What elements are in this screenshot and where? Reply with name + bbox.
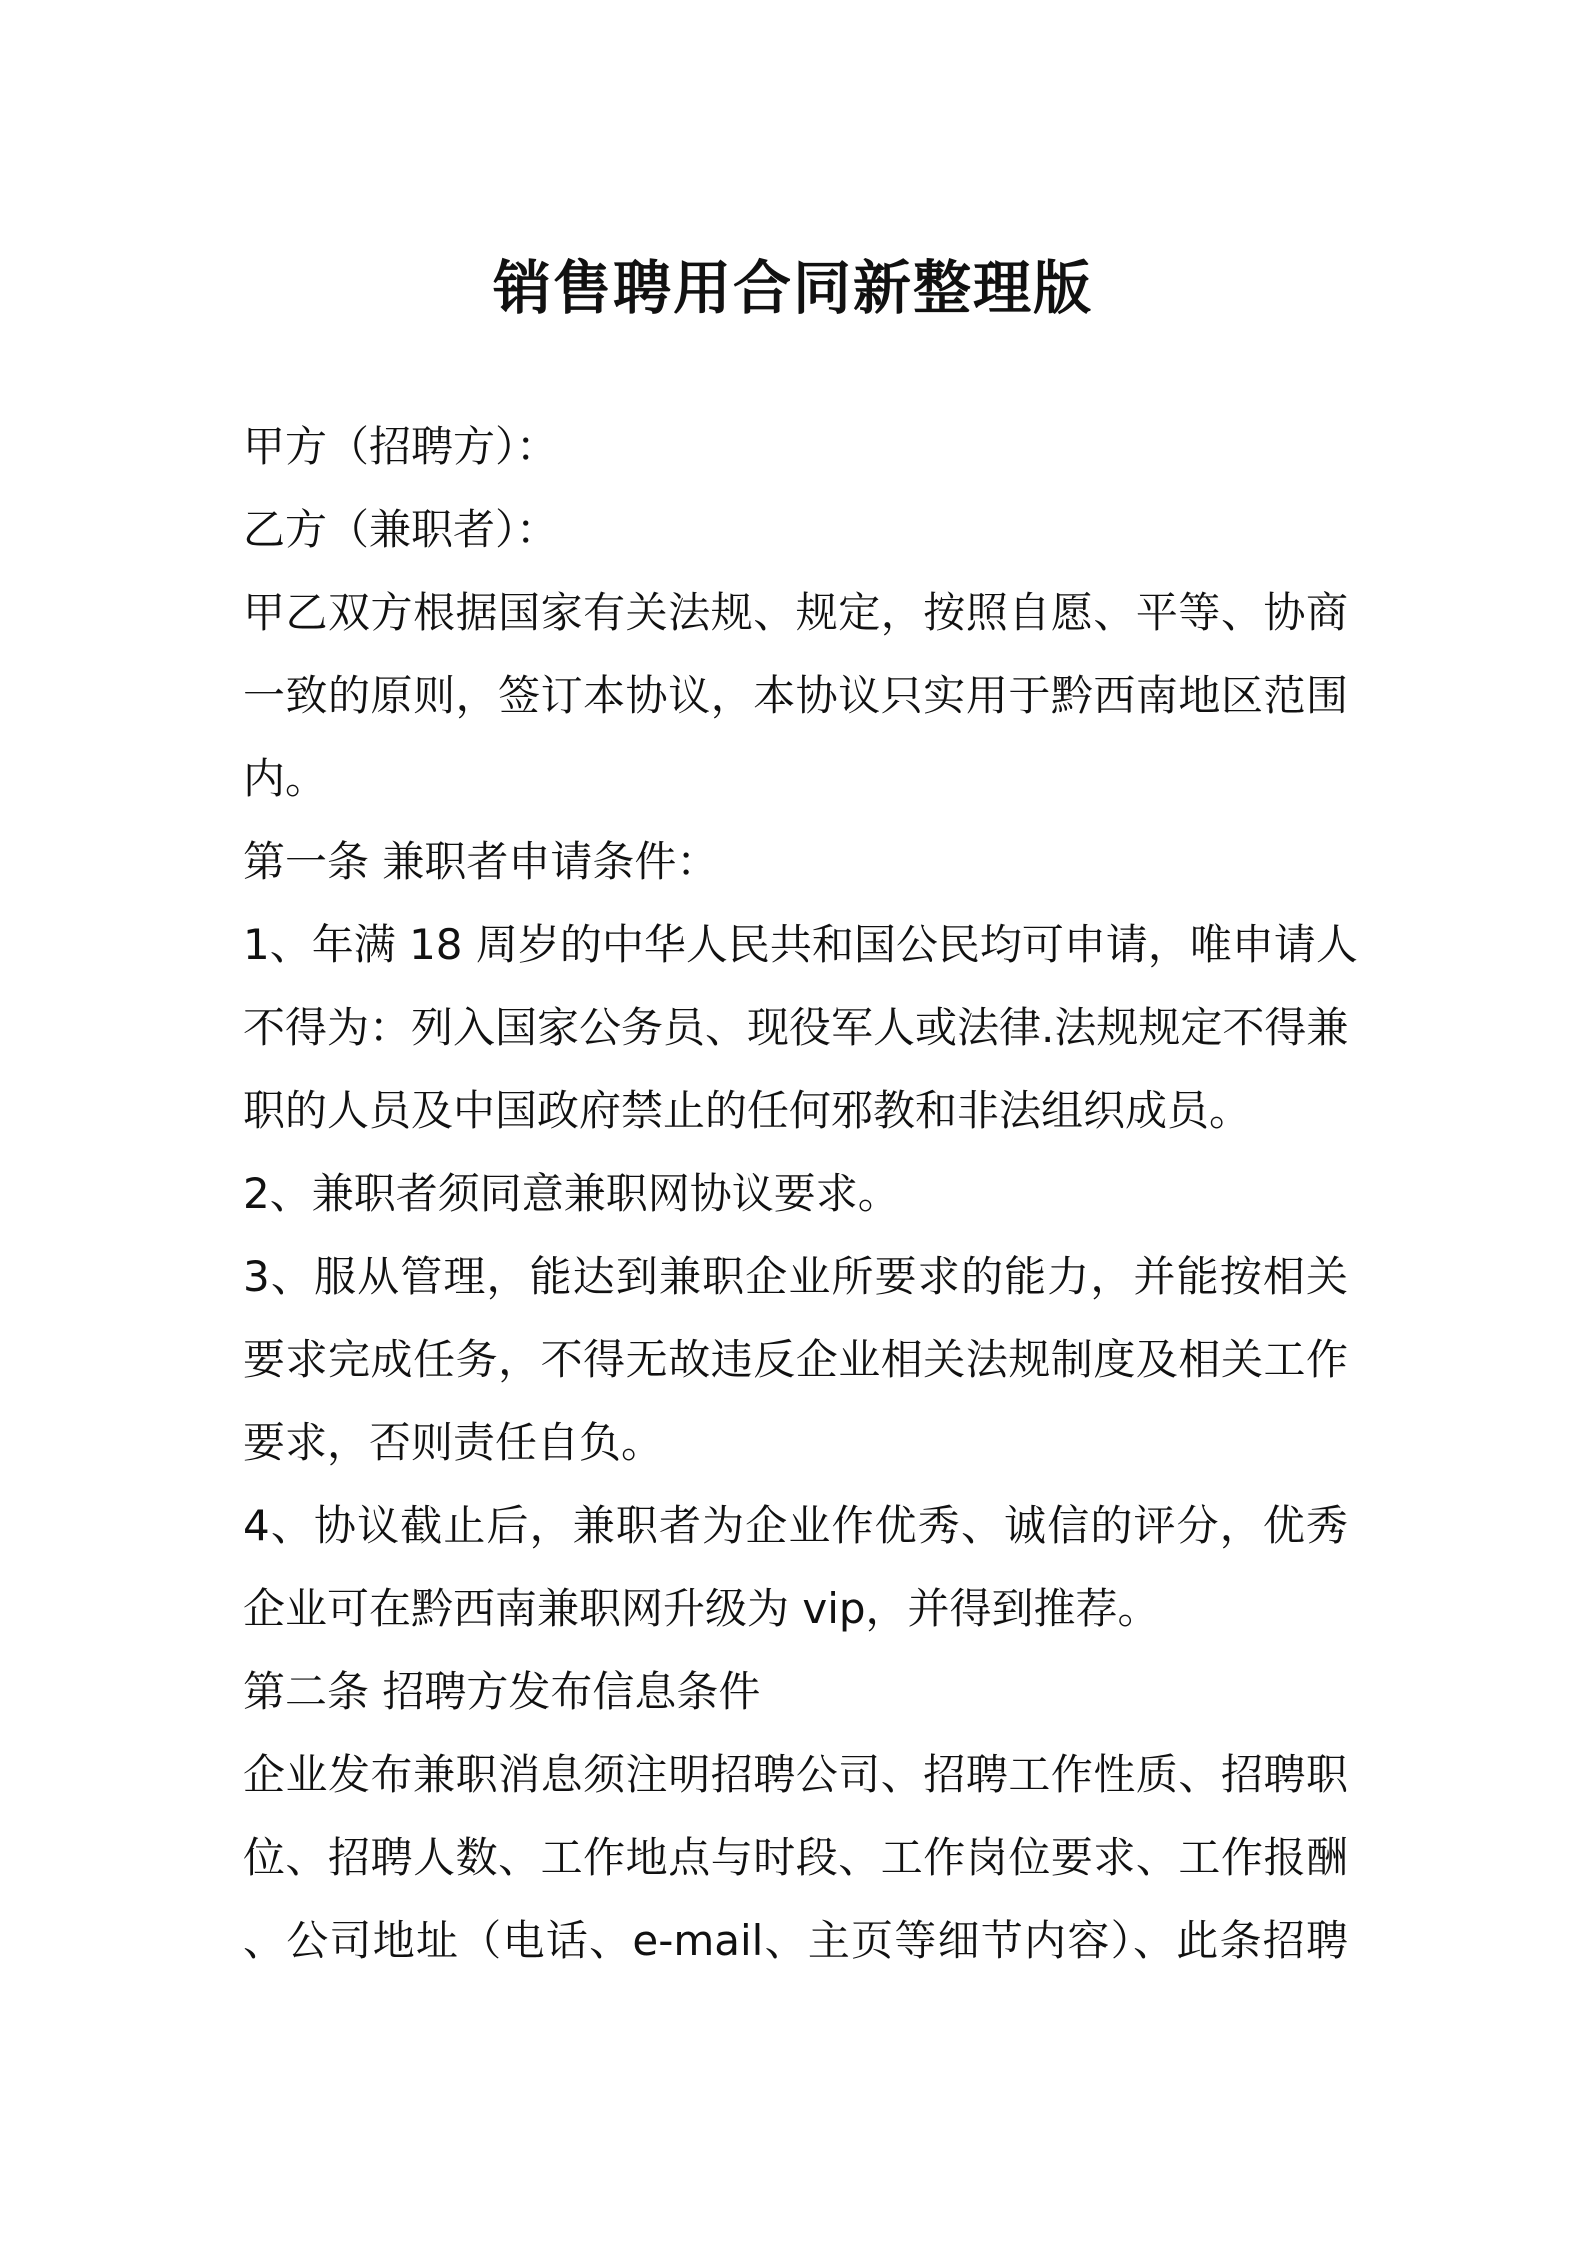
article-1-item-3-line: 要求，否则责任自负。: [243, 1418, 664, 1467]
party-a-line: 甲方（招聘方）：: [243, 422, 559, 471]
article-2-body-line: 、公司地址（电话、e-mail、主页等细节内容）、此条招聘: [243, 1916, 1348, 1965]
article-1-item-2-line: 2、兼职者须同意兼职网协议要求。: [243, 1169, 900, 1218]
article-1-heading: 第一条 兼职者申请条件：: [243, 837, 719, 886]
article-1-item-3-line: 要求完成任务，不得无故违反企业相关法规制度及相关工作: [243, 1335, 1348, 1384]
party-b-line: 乙方（兼职者）：: [243, 505, 559, 554]
article-2-body-line: 企业发布兼职消息须注明招聘公司、招聘工作性质、招聘职: [243, 1750, 1348, 1799]
article-1-item-4-line: 企业可在黔西南兼职网升级为 vip，并得到推荐。: [243, 1584, 1160, 1633]
article-1-item-1-line: 不得为：列入国家公务员、现役军人或法律.法规规定不得兼: [243, 1003, 1349, 1052]
article-1-item-1-line: 职的人员及中国政府禁止的任何邪教和非法组织成员。: [243, 1086, 1252, 1135]
preamble-line: 甲乙双方根据国家有关法规、规定，按照自愿、平等、协商: [243, 588, 1348, 637]
preamble-line: 内。: [243, 754, 328, 803]
document-body: [243, 405, 1358, 1982]
preamble-line: 一致的原则，签订本协议，本协议只实用于黔西南地区范围: [243, 671, 1348, 720]
article-2-heading: 第二条 招聘方发布信息条件: [243, 1667, 761, 1716]
document-title: 销售聘用合同新整理版: [492, 254, 1093, 322]
article-1-item-3-line: 3、服从管理，能达到兼职企业所要求的能力，并能按相关: [243, 1252, 1348, 1301]
article-1-item-4-line: 4、协议截止后，兼职者为企业作优秀、诚信的评分，优秀: [243, 1501, 1348, 1550]
article-1-item-1-line: 1、年满 18 周岁的中华人民共和国公民均可申请，唯申请人: [243, 920, 1358, 969]
article-2-body-line: 位、招聘人数、工作地点与时段、工作岗位要求、工作报酬: [243, 1833, 1348, 1882]
